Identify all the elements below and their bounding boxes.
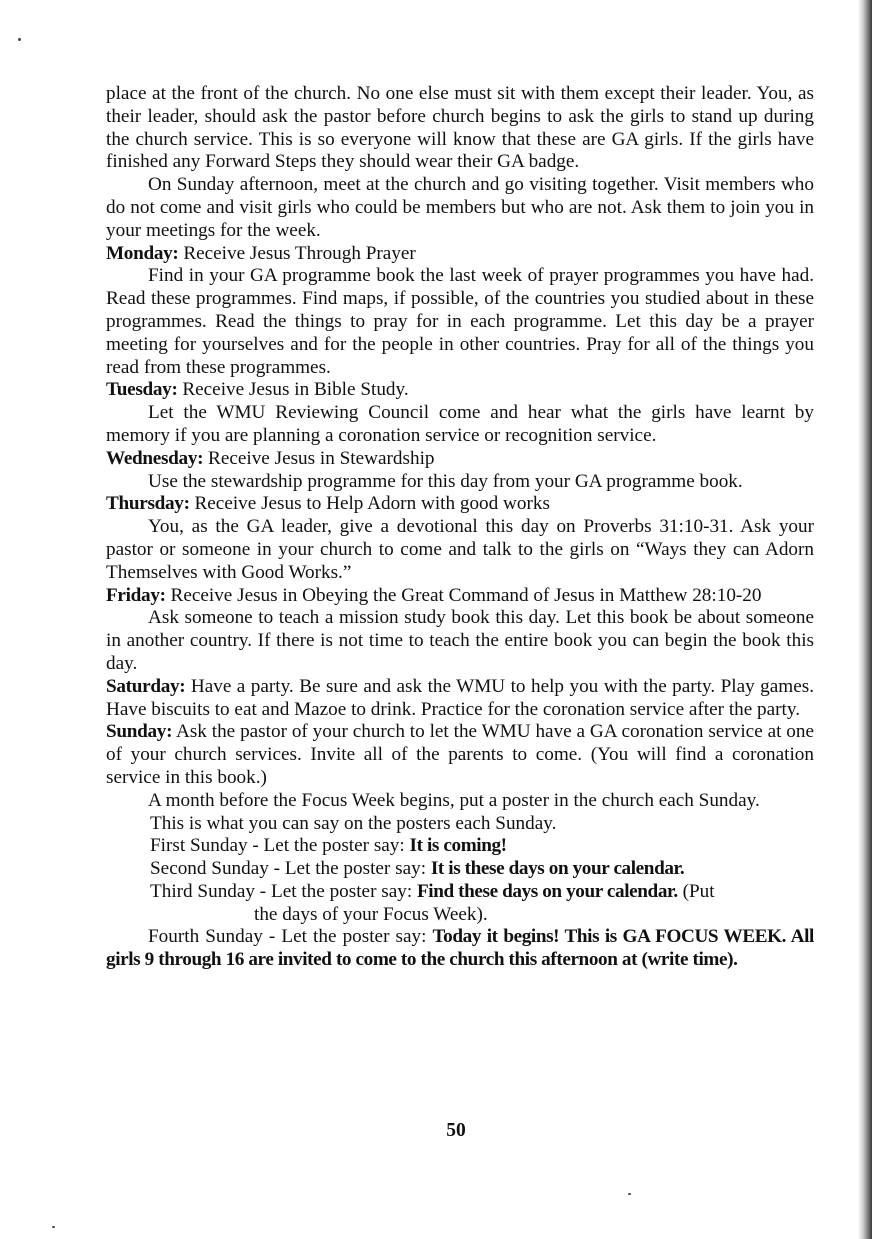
day-label: Tuesday: <box>106 379 178 401</box>
day-saturday <box>106 676 814 722</box>
paragraph-intro: place at the front of the church. No one else must sit with them except their leader. You, as their leader, should ask the pastor before church begins to ask the girls to stand up during the church service. This is so everyone will know that these are GA girls. If the girls have finished any Forward Steps they should wear their GA badge. <box>106 83 814 173</box>
day-title: Receive Jesus in Stewardship <box>203 447 435 469</box>
day-heading-friday <box>106 585 814 608</box>
day-title: Receive Jesus in Obeying the Great Command of Jesus in Matthew 28:10-20 <box>165 584 762 606</box>
day-body-tuesday: Let the WMU Reviewing Council come and hear what the girls have learnt by memory if you are planning a coronation service or recognition service. <box>106 402 814 446</box>
day-label: Monday: <box>106 242 179 264</box>
focus-week-intro: A month before the Focus Week begins, put a poster in the church each Sunday. <box>148 789 760 811</box>
poster-second-sunday <box>106 858 814 881</box>
day-label: Thursday: <box>106 493 190 515</box>
scan-speck <box>628 1193 631 1195</box>
poster-fourth-sunday <box>106 926 814 972</box>
poster-message: It is these days on your calendar. <box>430 858 685 880</box>
poster-lead: Second Sunday - Let the poster say: <box>150 858 431 880</box>
day-body-monday: Find in your GA programme book the last week of prayer programmes you have had. Read these programmes. Find maps, if possible, of the countries you studied about in these programmes. Read the things to pray for in each programme. Let this day be a prayer meeting for yourselves and for the people in other countries. Pray for all of the things you read from these programmes. <box>106 265 814 378</box>
poster-third-sunday <box>106 881 814 904</box>
day-label: Friday: <box>106 584 166 606</box>
scan-speck <box>52 1226 55 1228</box>
scan-speck <box>18 38 21 41</box>
day-title: Receive Jesus to Help Adorn with good works <box>189 493 550 515</box>
day-title: Receive Jesus Through Prayer <box>178 242 416 264</box>
day-title: Receive Jesus in Bible Study. <box>177 379 409 401</box>
day-heading-monday <box>106 243 814 266</box>
day-text: Have a party. Be sure and ask the WMU to help you with the party. Play games. Have biscuits to eat and Mazoe to drink. Practice for the coronation service after the party. <box>106 675 814 720</box>
page-number: 50 <box>446 1120 466 1141</box>
poster-first-sunday <box>106 835 814 858</box>
day-label: Wednesday: <box>106 447 204 469</box>
poster-message: It is coming! <box>409 835 507 857</box>
day-label: Saturday: <box>106 675 186 697</box>
poster-message: Find these days on your calendar. <box>416 880 678 902</box>
page-body <box>106 83 814 972</box>
day-heading-tuesday <box>106 379 814 402</box>
poster-tail: (Put <box>677 880 715 902</box>
day-body-wednesday: Use the stewardship programme for this day from your GA programme book. <box>148 470 743 492</box>
poster-lead: Third Sunday - Let the poster say: <box>150 880 417 902</box>
day-heading-wednesday <box>106 448 814 471</box>
posters-intro: This is what you can say on the posters each Sunday. <box>150 812 557 834</box>
poster-lead: First Sunday - Let the poster say: <box>150 835 410 857</box>
paragraph-sunday-afternoon: On Sunday afternoon, meet at the church and go visiting together. Visit members who do not come and visit girls who could be members but who are not. Ask them to join you in your meetings for the week. <box>106 174 814 241</box>
poster-third-continuation: the days of your Focus Week). <box>254 903 488 925</box>
poster-message: Today it begins! This is GA FOCUS WEEK. All girls 9 through 16 are invited to come to the church this afternoon at (write time). <box>106 926 814 971</box>
page-edge-shadow <box>858 0 872 1239</box>
day-label: Sunday: <box>106 721 173 743</box>
day-text: Ask the pastor of your church to let the WMU have a GA coronation service at one of your church services. Invite all of the parents to come. (You will find a coronation service in this book.) <box>106 721 814 788</box>
day-sunday <box>106 721 814 789</box>
day-heading-thursday <box>106 493 814 516</box>
day-body-friday: Ask someone to teach a mission study book this day. Let this book be about someone in another country. If there is not time to teach the entire book you can begin the book this day. <box>106 607 814 674</box>
day-body-thursday: You, as the GA leader, give a devotional this day on Proverbs 31:10-31. Ask your pastor or someone in your church to come and talk to the girls on “Ways they can Adorn Themselves with Good Works.” <box>106 516 814 583</box>
poster-lead: Fourth Sunday - Let the poster say: <box>148 926 433 948</box>
